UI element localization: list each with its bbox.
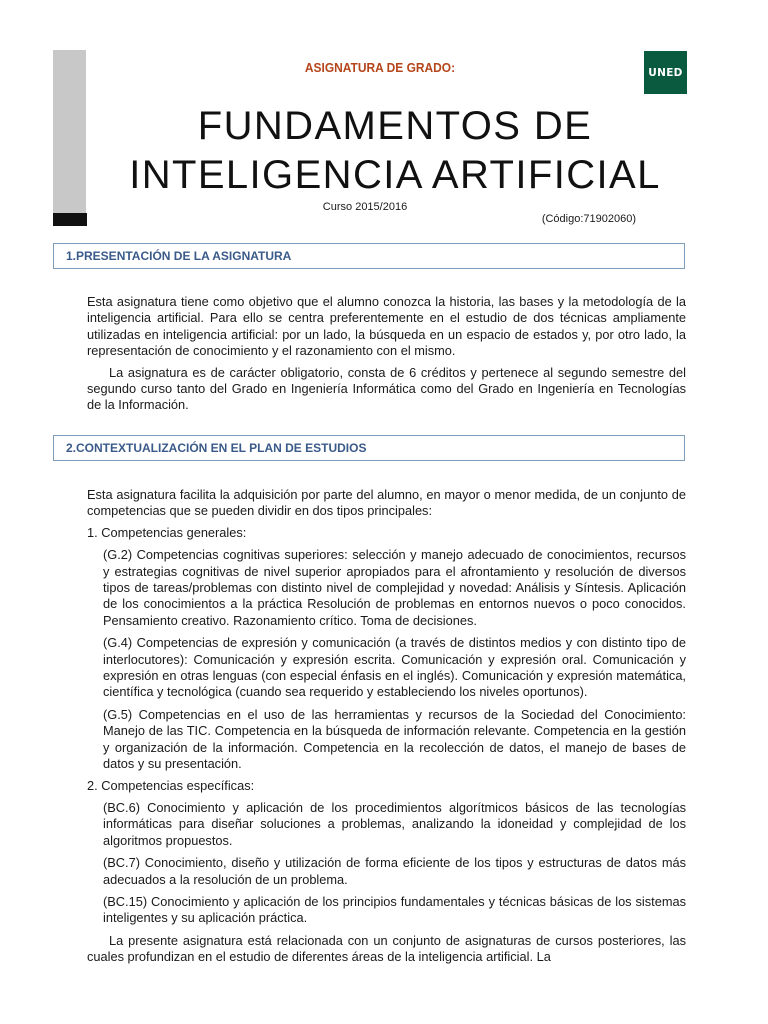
- uned-logo: UNED: [644, 51, 687, 94]
- competence-bc7: (BC.7) Conocimiento, diseño y utilización de forma eficiente de los tipos y estructuras de datos más adecuados a la resolución de un problema.: [103, 855, 686, 887]
- page-title: [60, 102, 730, 200]
- subject-code: (Código:71902060): [541, 213, 636, 225]
- course-year: Curso 2015/2016: [322, 201, 408, 213]
- section-1-content: [87, 294, 686, 414]
- competence-g2: (G.2) Competencias cognitivas superiores: selección y manejo adecuado de conocimientos, recursos y estrategias cognitivas de nivel superior apropiados para el afrontamiento y resolución de diversos tipos de tareas/problemas con distinto nivel de complejidad y novedad: Análisis y Síntesis. Aplicación de los conocimientos a la práctica Resolución de problemas en entornos nuevos o poco conocidos. Pensamiento creativo. Razonamiento crítico. Toma de decisiones.: [103, 547, 686, 628]
- section-2-intro: Esta asignatura facilita la adquisición por parte del alumno, en mayor o menor medida, de un conjunto de competencias que se pueden dividir en dos tipos principales:: [87, 487, 686, 519]
- section-2-heading: 2.CONTEXTUALIZACIÓN EN EL PLAN DE ESTUDIOS: [53, 435, 685, 461]
- decorative-black-bar: [53, 213, 87, 226]
- section-2-content: [87, 487, 686, 966]
- competence-g4: (G.4) Competencias de expresión y comunicación (a través de distintos medios y con distinto tipo de interlocutores): Comunicación y expresión escrita. Comunicación y expresión oral. Comunicación y expresión en otras lenguas (con especial énfasis en el inglés). Comunicación y expresión matemática, científica y tecnológica (cuando sea requerido y estableciendo los niveles oportunos).: [103, 635, 686, 700]
- competence-bc15: (BC.15) Conocimiento y aplicación de los principios fundamentales y técnicas básicas de los sistemas inteligentes y su aplicación práctica.: [103, 893, 686, 926]
- section-1-paragraph-1: Esta asignatura tiene como objetivo que el alumno conozca la historia, las bases y la metodología de la inteligencia artificial. Para ello se centra preferentemente en el estudio de dos técnicas ampliamente utilizadas en inteligencia artificial: por un lado, la búsqueda en un espacio de estados y, por otro lado, la representación de conocimiento y el razonamiento con el mismo.: [87, 294, 686, 359]
- subject-label: ASIGNATURA DE GRADO:: [304, 60, 456, 75]
- general-competences-heading: 1. Competencias generales:: [87, 524, 247, 540]
- section-2-closing: La presente asignatura está relacionada con un conjunto de asignaturas de cursos posteriores, las cuales profundizan en el estudio de diferentes áreas de la inteligencia artificial. La: [87, 932, 686, 965]
- specific-competences-heading: 2. Competencias específicas:: [87, 777, 255, 793]
- title-line-1: FUNDAMENTOS DE: [197, 104, 593, 148]
- section-1-paragraph-2: La asignatura es de carácter obligatorio, consta de 6 créditos y pertenece al segundo semestre del segundo curso tanto del Grado en Ingeniería Informática como del Grado en Ingeniería en Tecnologías de la Información.: [87, 364, 686, 413]
- competence-bc6: (BC.6) Conocimiento y aplicación de los procedimientos algorítmicos básicos de las tecnologías informáticas para diseñar soluciones a problemas, analizando la idoneidad y complejidad de los algoritmos propuestos.: [103, 799, 686, 848]
- section-1-heading: 1.PRESENTACIÓN DE LA ASIGNATURA: [53, 243, 685, 269]
- competence-g5: (G.5) Competencias en el uso de las herramientas y recursos de la Sociedad del Conocimiento: Manejo de las TIC. Competencia en la búsqueda de información relevante. Competencia en la gestión y organización de la información. Competencia en la recolección de datos, el manejo de bases de datos y su presentación.: [103, 706, 686, 772]
- title-line-2: INTELIGENCIA ARTIFICIAL: [129, 153, 661, 197]
